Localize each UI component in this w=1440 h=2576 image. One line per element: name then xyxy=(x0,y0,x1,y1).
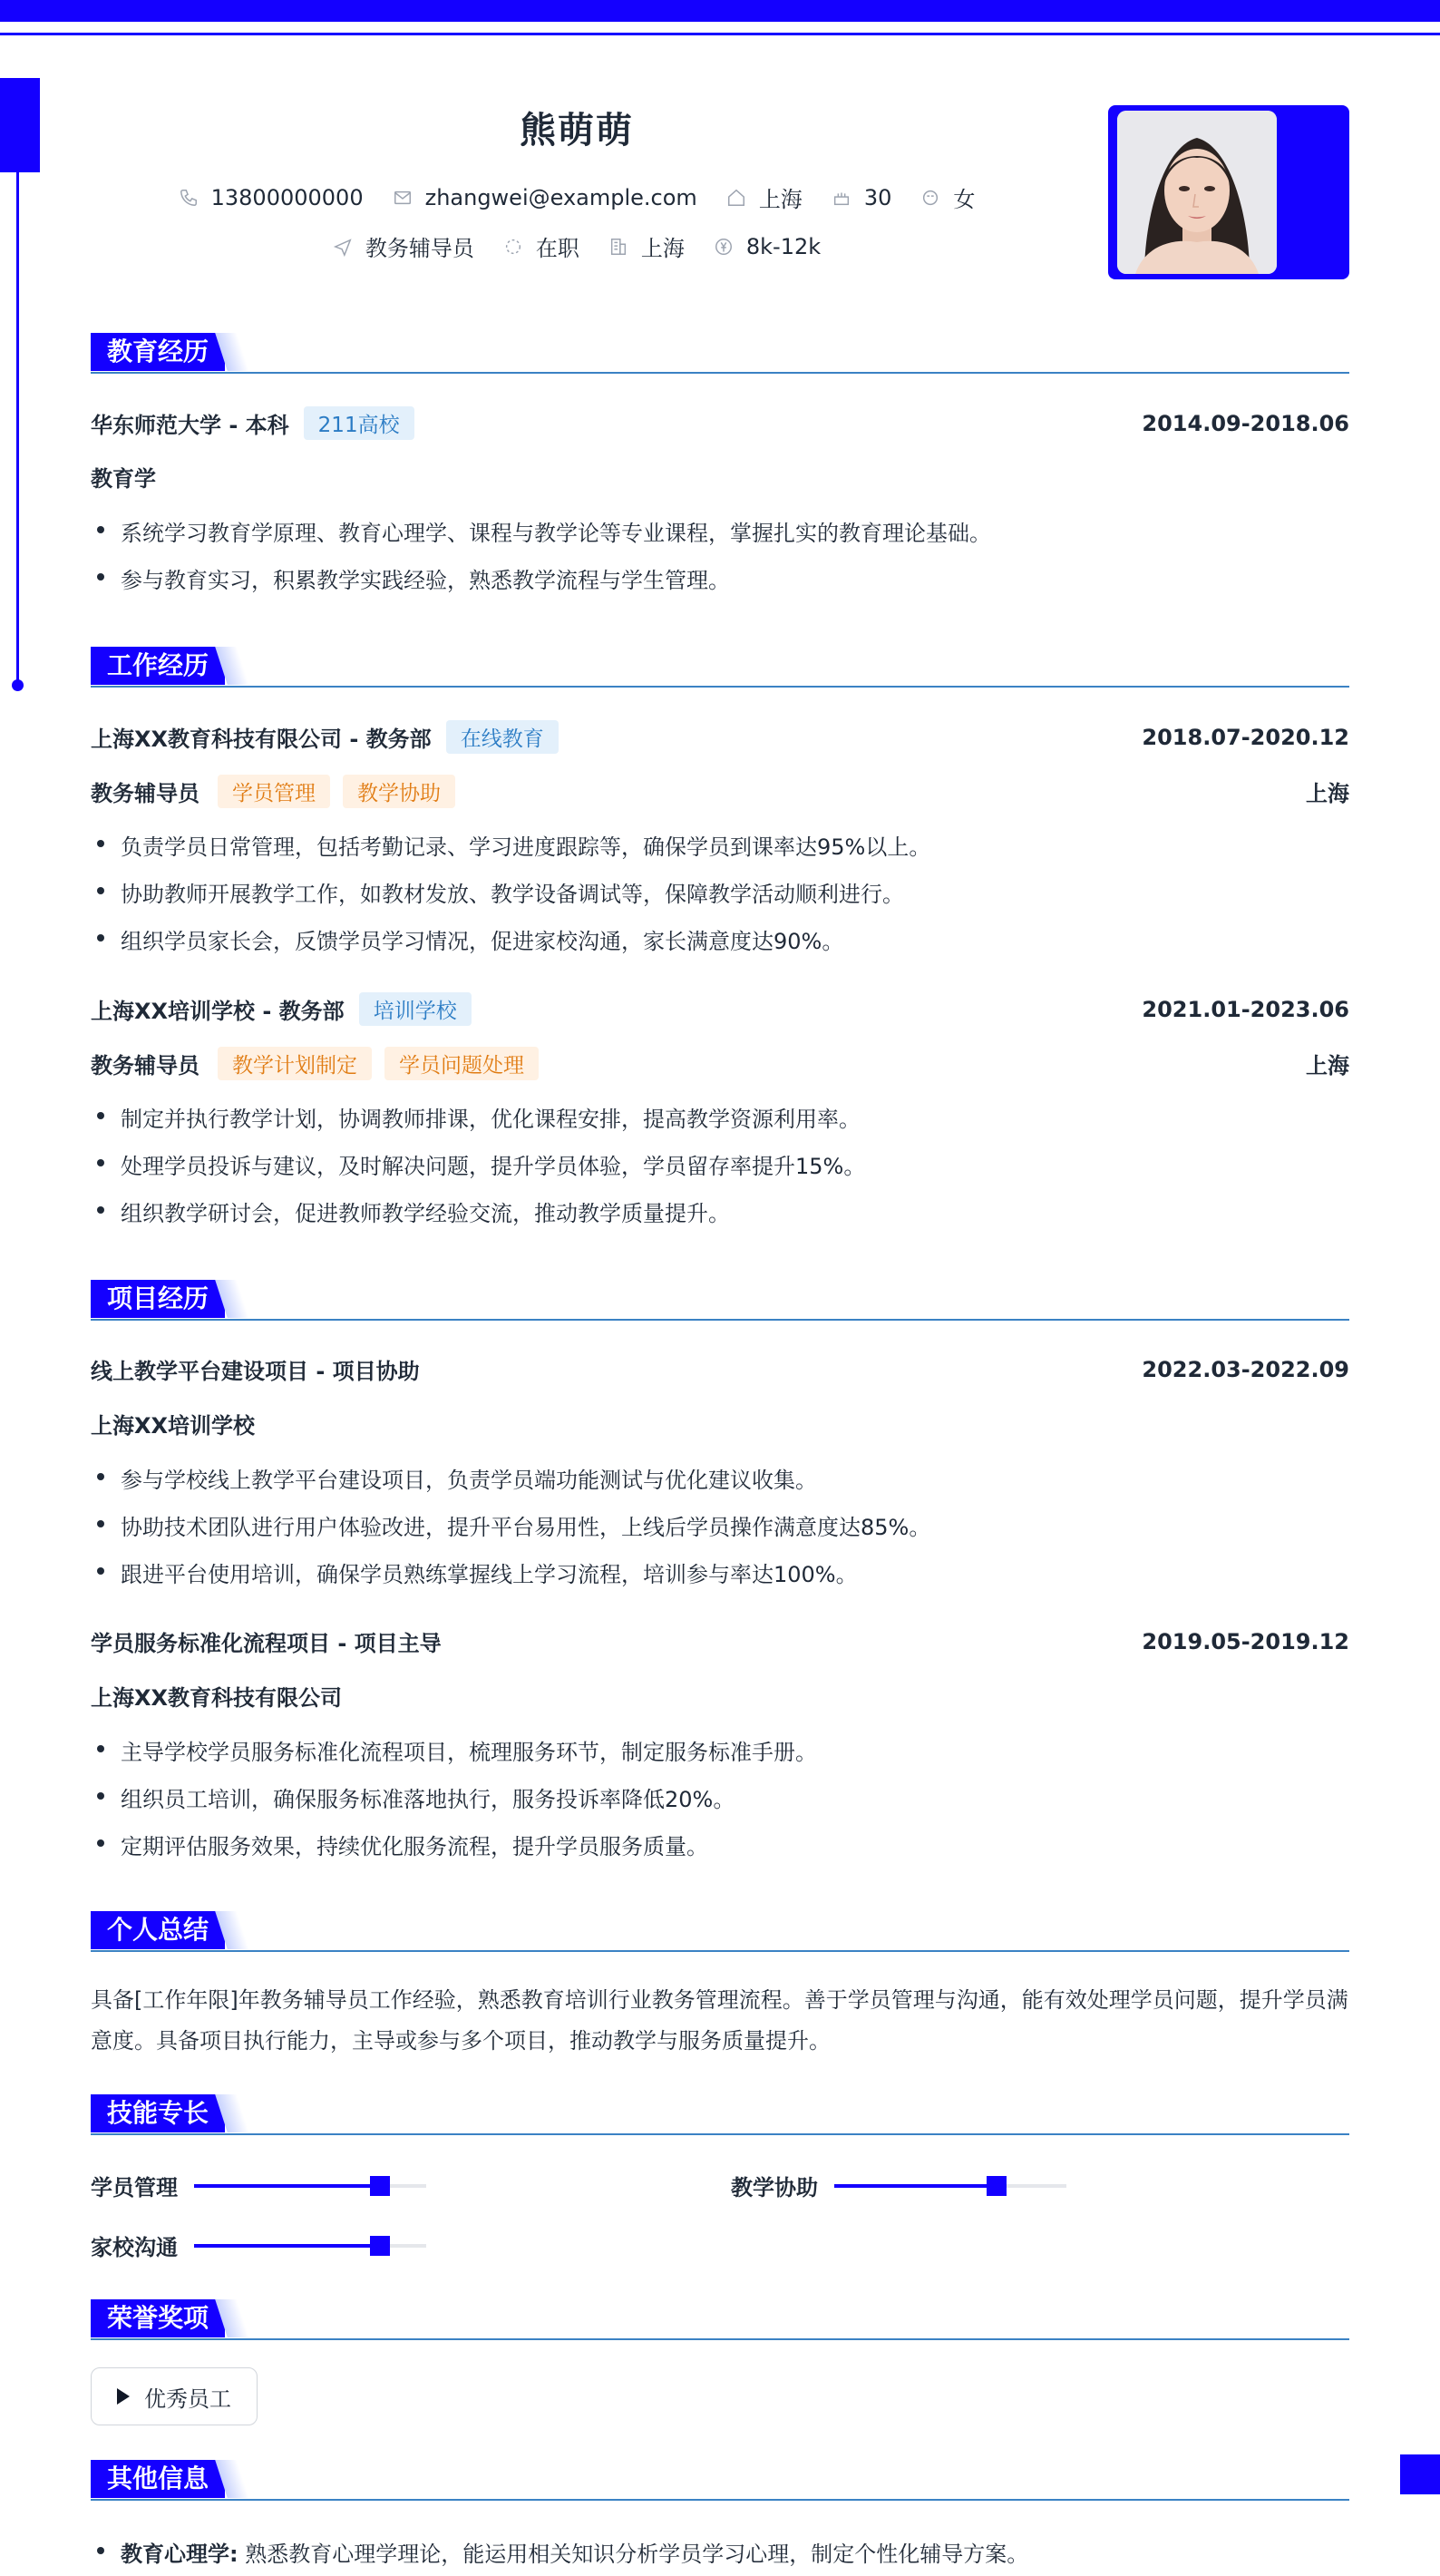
skill-tag: 教学协助 xyxy=(343,775,455,808)
education-section xyxy=(91,333,1349,375)
project-date: 2022.03-2022.09 xyxy=(1142,1356,1349,1382)
section-header xyxy=(91,333,1349,375)
phone-text: 13800000000 xyxy=(210,184,364,210)
play-icon xyxy=(117,2388,130,2405)
list-item: 参与教育实习，积累教学实践经验，熟悉教学流程与学生管理。 xyxy=(91,562,1379,594)
skill-item xyxy=(91,2230,426,2261)
section-header xyxy=(91,647,1349,688)
skills-section xyxy=(91,2094,1349,2136)
skill-item xyxy=(731,2170,1066,2201)
section-title: 项目经历 xyxy=(91,1280,225,1318)
section-title: 教育经历 xyxy=(91,333,225,371)
project-date: 2019.05-2019.12 xyxy=(1142,1628,1349,1654)
list-item: 协助教师开展教学工作，如教材发放、教学设备调试等，保障教学活动顺利进行。 xyxy=(91,876,1379,908)
work-city-text: 上海 xyxy=(640,236,685,261)
gender-item xyxy=(920,181,975,213)
section-title: 工作经历 xyxy=(91,647,225,685)
skill-bar-knob xyxy=(370,2236,390,2256)
position-text: 教务辅导员 xyxy=(365,236,474,261)
project-org xyxy=(91,1680,1349,1712)
major xyxy=(91,461,1349,493)
building-icon xyxy=(608,237,628,257)
skill-bar-fill xyxy=(834,2184,997,2188)
list-item: 制定并执行教学计划，协调教师排课，优化课程安排，提高教学资源利用率。 xyxy=(91,1101,1379,1133)
project-org-text: 上海XX培训学校 xyxy=(91,1413,256,1439)
skill-name: 教学协助 xyxy=(731,2175,818,2200)
contact-row xyxy=(0,181,1153,213)
salary-item xyxy=(714,234,821,259)
list-item: 系统学习教育学原理、教育心理学、课程与教学论等专业课程，掌握扎实的教育理论基础。 xyxy=(91,515,1379,547)
list-item: 主导学校学员服务标准化流程项目，梳理服务环节，制定服务标准手册。 xyxy=(91,1734,1379,1766)
work-city-item xyxy=(608,230,685,262)
status-item xyxy=(503,230,579,262)
work-date: 2021.01-2023.06 xyxy=(1142,996,1349,1022)
major-text: 教育学 xyxy=(91,466,156,492)
project-org xyxy=(91,1408,1349,1439)
top-accent-line xyxy=(0,33,1440,35)
salary-text: 8k-12k xyxy=(745,233,822,259)
company-tag: 培训学校 xyxy=(359,992,472,1026)
left-accent-dot xyxy=(12,679,24,691)
company-name: 上海XX培训学校 - 教务部 xyxy=(91,999,345,1024)
section-header xyxy=(91,2460,1349,2502)
section-rule xyxy=(91,1950,1349,1952)
skill-item xyxy=(91,2170,426,2201)
top-accent-bar xyxy=(0,0,1440,22)
summary-section xyxy=(91,1911,1349,1953)
status-text: 在职 xyxy=(535,236,579,261)
school-tag: 211高校 xyxy=(304,406,414,440)
project-title: 线上教学平台建设项目 - 项目协助 xyxy=(91,1359,420,1384)
list-item: 处理学员投诉与建议，及时解决问题，提升学员体验，学员留存率提升15%。 xyxy=(91,1148,1379,1180)
education-date: 2014.09-2018.06 xyxy=(1142,410,1349,436)
section-title: 荣誉奖项 xyxy=(91,2299,225,2337)
section-rule xyxy=(91,2338,1349,2340)
section-rule xyxy=(91,1319,1349,1321)
projects-section xyxy=(91,1280,1349,1322)
city-item xyxy=(726,181,803,213)
award-badge xyxy=(91,2367,258,2425)
company-tag: 在线教育 xyxy=(446,720,559,754)
summary-text: 具备[工作年限]年教务辅导员工作经验，熟悉教育培训行业教务管理流程。善于学员管理与沟通，能有效处理学员问题，提升学员满意度。具备项目执行能力，主导或参与多个项目，推动教学与服务质量提升。 xyxy=(91,1987,1348,2054)
skill-bar-knob xyxy=(370,2176,390,2196)
section-rule xyxy=(91,2133,1349,2135)
skill-bar-fill xyxy=(194,2244,380,2248)
section-header xyxy=(91,1911,1349,1953)
yen-icon xyxy=(714,237,734,257)
photo-frame xyxy=(1108,105,1349,279)
skill-bar xyxy=(194,2184,426,2188)
section-rule xyxy=(91,686,1349,688)
project-entry-header xyxy=(91,1625,1349,1657)
phone-item xyxy=(179,185,364,210)
right-accent-block xyxy=(1400,2454,1440,2494)
skill-tag: 学员问题处理 xyxy=(384,1047,539,1080)
work-entry-header xyxy=(91,720,1349,754)
list-item: 参与学校线上教学平台建设项目，负责学员端功能测试与优化建议收集。 xyxy=(91,1462,1379,1494)
other-label: 教育心理学: xyxy=(121,2542,238,2567)
role-title: 教务辅导员 xyxy=(91,781,199,806)
skill-name: 学员管理 xyxy=(91,2175,178,2200)
mail-icon xyxy=(393,188,413,208)
list-item: 组织学员家长会，反馈学员学习情况，促进家校沟通，家长满意度达90%。 xyxy=(91,923,1379,955)
section-title: 个人总结 xyxy=(91,1911,225,1949)
section-header xyxy=(91,1280,1349,1322)
company-name: 上海XX教育科技有限公司 - 教务部 xyxy=(91,727,432,752)
project-title: 学员服务标准化流程项目 - 项目主导 xyxy=(91,1631,442,1656)
status-icon xyxy=(503,237,523,257)
age-text: 30 xyxy=(863,184,892,210)
position-item xyxy=(333,230,474,262)
list-item: 协助技术团队进行用户体验改进，提升平台易用性，上线后学员操作满意度达85%。 xyxy=(91,1509,1379,1541)
phone-icon xyxy=(179,188,199,208)
section-rule xyxy=(91,2499,1349,2501)
education-entry-header xyxy=(91,406,1349,440)
gender-text: 女 xyxy=(953,187,976,212)
job-intent-row xyxy=(0,230,1153,262)
work-date: 2018.07-2020.12 xyxy=(1142,724,1349,750)
skill-bar xyxy=(194,2244,426,2248)
section-header xyxy=(91,2299,1349,2341)
work-entry-header xyxy=(91,992,1349,1026)
cake-icon xyxy=(832,188,851,208)
other-section xyxy=(91,2460,1349,2502)
list-item: 跟进平台使用培训，确保学员熟练掌握线上学习流程，培训参与率达100%。 xyxy=(91,1556,1379,1588)
send-icon xyxy=(333,237,353,257)
email-text: zhangwei@example.com xyxy=(424,184,697,210)
email-item xyxy=(393,185,697,210)
award-name: 优秀员工 xyxy=(144,2386,231,2412)
skill-bar-fill xyxy=(194,2184,380,2188)
skill-bar-knob xyxy=(987,2176,1007,2196)
list-item: 负责学员日常管理，包括考勤记录、学习进度跟踪等，确保学员到课率达95%以上。 xyxy=(91,829,1379,861)
home-icon xyxy=(726,188,746,208)
section-title: 技能专长 xyxy=(91,2094,225,2132)
school-name: 华东师范大学 - 本科 xyxy=(91,413,289,438)
list-item: 定期评估服务效果，持续优化服务流程，提升学员服务质量。 xyxy=(91,1829,1379,1860)
work-section xyxy=(91,647,1349,688)
project-entry-header xyxy=(91,1353,1349,1385)
awards-section xyxy=(91,2299,1349,2341)
list-item: 组织教学研讨会，促进教师教学经验交流，推动教学质量提升。 xyxy=(91,1195,1379,1227)
other-text: 熟悉教育心理学理论，能运用相关知识分析学员学习心理，制定个性化辅导方案。 xyxy=(245,2542,1029,2567)
section-title: 其他信息 xyxy=(91,2460,225,2498)
work-location: 上海 xyxy=(1306,1053,1349,1078)
skill-bar xyxy=(834,2184,1066,2188)
city-text: 上海 xyxy=(758,187,803,212)
project-org-text: 上海XX教育科技有限公司 xyxy=(91,1685,343,1711)
profile-photo xyxy=(1117,111,1277,274)
list-item: 组织员工培训，确保服务标准落地执行，服务投诉率降低20%。 xyxy=(91,1781,1379,1813)
skill-tag: 教学计划制定 xyxy=(218,1047,372,1080)
section-rule xyxy=(91,372,1349,374)
section-header xyxy=(91,2094,1349,2136)
skill-tag: 学员管理 xyxy=(218,775,330,808)
work-role-row xyxy=(91,775,1349,808)
skill-name: 家校沟通 xyxy=(91,2235,178,2260)
work-role-row xyxy=(91,1047,1349,1080)
role-title: 教务辅导员 xyxy=(91,1053,199,1078)
gender-icon xyxy=(920,188,940,208)
work-location: 上海 xyxy=(1306,781,1349,806)
list-item xyxy=(91,2536,1379,2568)
age-item xyxy=(832,185,892,210)
candidate-name: 熊萌萌 xyxy=(520,110,634,151)
